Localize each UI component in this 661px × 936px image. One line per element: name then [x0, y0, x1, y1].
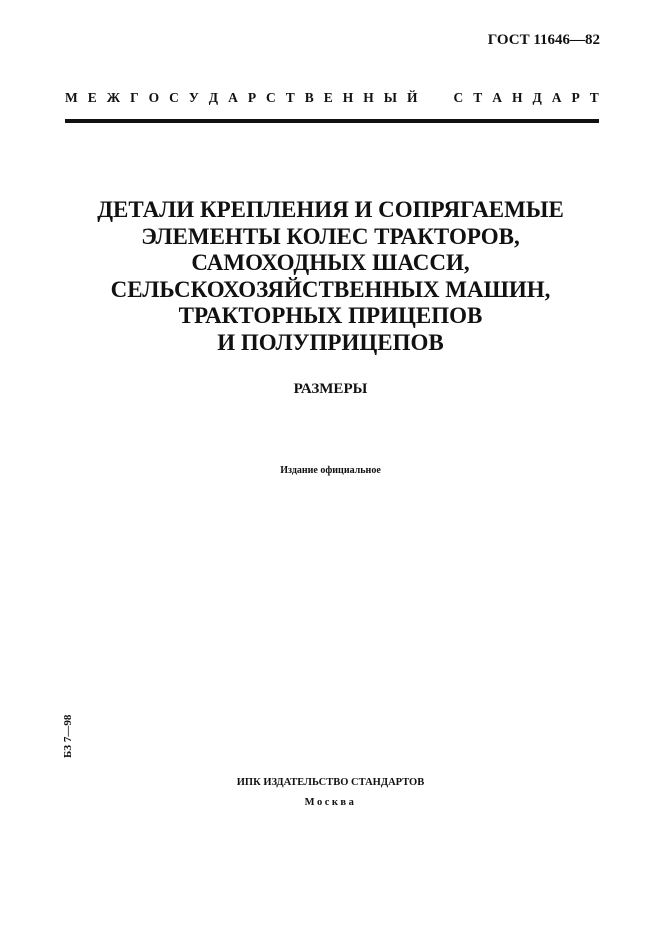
publisher: ИПК ИЗДАТЕЛЬСТВО СТАНДАРТОВ [236, 777, 425, 788]
word-gap [428, 90, 444, 106]
standard-type-letter: Р [247, 90, 257, 105]
standard-type-letter: Н [342, 90, 354, 105]
standard-type-letter: Е [323, 90, 333, 105]
standard-type-letter: М [65, 90, 78, 105]
title-line: ТРАКТОРНЫХ ПРИЦЕПОВ [178, 303, 483, 328]
title-line: СЕЛЬСКОХОЗЯЙСТВЕННЫХ МАШИН, [110, 276, 551, 302]
standard-type-letter: А [228, 90, 238, 105]
standard-type-letter: Ы [383, 90, 398, 105]
standard-type-letter: Т [473, 90, 483, 105]
document-title [0, 197, 661, 356]
standard-type-letter: Ж [106, 90, 121, 105]
standard-type-letter: Н [363, 90, 374, 105]
standard-type-letter: Е [87, 90, 97, 105]
title-line: ДЕТАЛИ КРЕПЛЕНИЯ И СОПРЯГАЕМЫЕ [97, 197, 564, 222]
edition-note: Издание официальное [280, 465, 381, 476]
standard-type-letter: Н [511, 90, 523, 105]
header-rule [65, 119, 599, 123]
standard-type-letter: Т [589, 90, 599, 105]
standard-type-letter: С [266, 90, 276, 105]
standard-type-letter: С [169, 90, 179, 105]
standard-type-letter: Т [285, 90, 295, 105]
standard-type [65, 90, 599, 106]
standard-type-letter: О [148, 90, 160, 105]
document-subtitle: РАЗМЕРЫ [293, 381, 368, 397]
standard-type-letter: А [551, 90, 562, 105]
standard-type-letter: Р [571, 90, 580, 105]
standard-type-letter: С [453, 90, 464, 105]
title-line: И ПОЛУПРИЦЕПОВ [217, 329, 444, 355]
standard-type-letter: Д [532, 90, 542, 105]
standard-type-letter: Г [130, 90, 139, 105]
side-code: БЗ 7—98 [62, 714, 74, 758]
standard-type-letter: Й [407, 90, 418, 105]
standard-type-letter: Д [208, 90, 219, 105]
standard-type-letter: У [188, 90, 199, 105]
gost-number: ГОСТ 11646—82 [487, 32, 600, 48]
standard-type-letter: А [492, 90, 502, 105]
title-line: САМОХОДНЫХ ШАССИ, [191, 250, 470, 275]
standard-type-letter: В [304, 90, 314, 105]
title-line: ЭЛЕМЕНТЫ КОЛЕС ТРАКТОРОВ, [141, 223, 520, 249]
city: Москва [304, 797, 357, 808]
